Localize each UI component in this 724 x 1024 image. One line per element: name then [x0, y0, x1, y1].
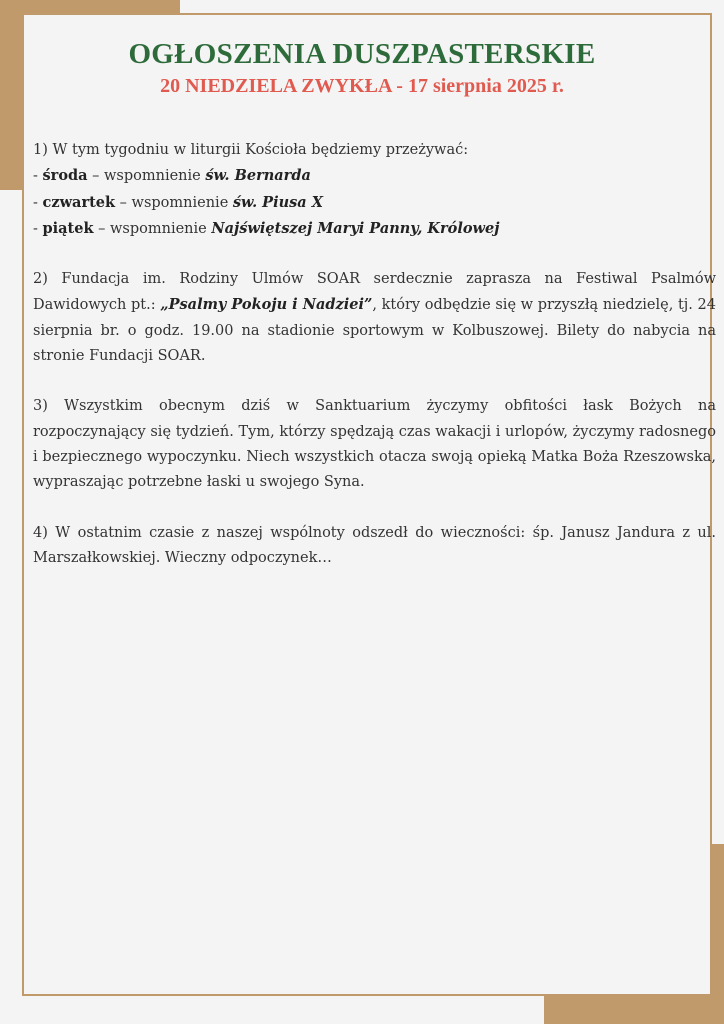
announcement-3: 3) Wszystkim obecnym dziś w Sanktuarium życzymy obfitości łask Bożych na rozpoczynający się tydzień. Tym, którzy spędzają czas wakacji i urlopów, życzymy radosnego i bezpiecznego wypoczynku. Niech wszystkich otacza swoją opieką Matka Boża Rzeszowska, wypraszając potrzebne łaski u swojego Syna. — [33, 398, 716, 491]
list-item — [33, 216, 716, 242]
weekday: środa — [42, 167, 88, 185]
list-dash: - — [33, 194, 43, 211]
saint-name: św. Piusa X — [232, 193, 323, 211]
saint-name: św. Bernarda — [205, 167, 311, 185]
weekday: piątek — [42, 219, 94, 237]
list-dash: - — [33, 220, 43, 237]
announcement-1 — [33, 138, 716, 242]
festival-title: „Psalmy Pokoju i Nadziei” — [160, 296, 373, 314]
announcement-2-after: , który odbędzie się w przyszłą niedzielę, tj. 24 sierpnia br. o godz. 19.00 na stadionie sportowym w Kolbuszowej. Bilety do nabycia na stronie Fundacji SOAR. — [33, 297, 716, 365]
page-title: OGŁOSZENIA DUSZPASTERSKIE — [128, 38, 596, 70]
list-separator: – wspomnienie — [87, 168, 206, 185]
announcement-1-intro: 1) W tym tygodniu w liturgii Kościoła będziemy przeżywać: — [33, 142, 469, 158]
page-subtitle: 20 NIEDZIELA ZWYKŁA - 17 sierpnia 2025 r. — [160, 75, 564, 97]
list-item — [33, 163, 716, 189]
list-separator: – wspomnienie — [115, 194, 233, 211]
announcement-2-before: 2) Fundacja im. Rodziny Ulmów SOAR serdecznie zaprasza na Festiwal Psalmów Dawidowych pt.: — [33, 271, 716, 314]
list-item — [33, 190, 716, 216]
list-separator: – wspomnienie — [93, 220, 212, 237]
announcement-4: 4) W ostatnim czasie z naszej wspólnoty odszedł do wieczności: śp. Janusz Jandura z ul. Marszałkowskiej. Wieczny odpoczynek… — [33, 524, 716, 566]
weekday: czwartek — [42, 193, 116, 211]
saint-name: Najświętszej Maryi Panny, Królowej — [211, 219, 500, 237]
list-dash: - — [33, 168, 43, 185]
announcements-body — [33, 138, 716, 596]
announcement-2 — [33, 267, 716, 369]
